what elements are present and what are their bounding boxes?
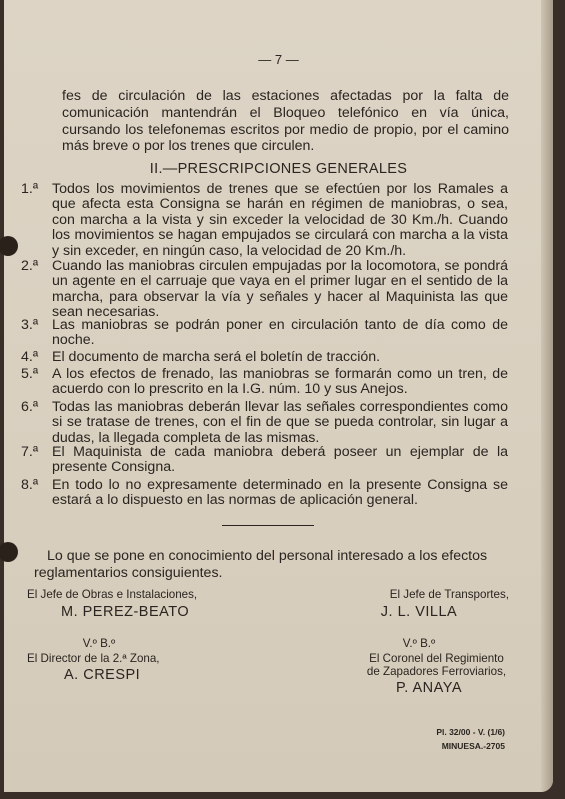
item-text: El Maquinista de cada maniobra deberá poseer un ejemplar de la presente Consigna. <box>52 444 508 476</box>
document-page <box>4 0 553 792</box>
left-top-role: El Jefe de Obras e Instalaciones, <box>27 588 198 601</box>
right-bottom-role-line1: El Coronel del Regimiento <box>369 652 504 665</box>
left-bottom-role: El Director de la 2.ª Zona, <box>27 652 160 665</box>
item-text: Las maniobras se podrán poner en circulación tanto de día como de noche. <box>52 317 508 349</box>
item-number: 7.ª <box>21 444 39 460</box>
section-title: II.—PRESCRIPCIONES GENERALES <box>149 161 408 177</box>
item-number: 1.ª <box>21 181 39 197</box>
item-text: En todo lo no expresamente determinado en la presente Consigna se estará a lo dispuesto en las normas de aplicación general. <box>52 477 508 509</box>
right-top-role: El Jefe de Transportes, <box>389 588 509 601</box>
item-number: 8.ª <box>21 477 39 493</box>
right-bottom-role-line2: de Zapadores Ferroviarios, <box>366 665 507 678</box>
item-text: El documento de marcha será el boletín de tracción. <box>52 349 381 365</box>
page-edge <box>541 0 553 792</box>
item-text: A los efectos de frenado, las maniobras se formarán como un tren, de acuerdo con lo prescrito en la I.G. núm. 10 y sus Anejos. <box>52 366 508 398</box>
punch-hole-top <box>0 236 18 256</box>
item-number: 6.ª <box>21 399 39 415</box>
intro-paragraph: fes de circulación de las estaciones afectadas por la falta de comunicación mantendrán el Bloqueo telefónico en vía única, cursando los telefonemas escritos por medio de propio, por el camino más breve o por los trenes que circulen. <box>62 88 509 155</box>
page-number: — 7 — <box>258 52 299 67</box>
item-text: Todos los movimientos de trenes que se efectúen por los Ramales a que afecta esta Consigna se harán en régimen de maniobras, o sea, con marcha a la vista y sin exceder la velocidad de 30 Km./h. Cuando los movimientos se hagan empujados se circulará con marcha a la vista y sin exceder, en ningún caso, la velocidad de 20 Km./h. <box>52 181 508 259</box>
separator-line <box>222 525 314 526</box>
closing-paragraph: Lo que se pone en conocimiento del personal interesado a los efectos reglamentarios consiguientes. <box>34 548 488 581</box>
item-number: 4.ª <box>21 349 39 365</box>
item-number: 5.ª <box>21 366 39 382</box>
item-number: 3.ª <box>21 317 39 333</box>
printer-mark: MINUESA.-2705 <box>441 741 505 751</box>
right-top-name: J. L. VILLA <box>380 604 458 620</box>
left-bottom-name: A. CRESPI <box>64 667 141 683</box>
right-visto-bueno: V.º B.º <box>402 637 436 650</box>
list-item <box>21 182 511 260</box>
right-bottom-name: P. ANAYA <box>395 680 463 696</box>
item-text: Todas las maniobras deberán llevar las señales correspondientes como si se tratase de trenes, con el fin de que se pueda controlar, sin lugar a dudas, la llegada completa de las mismas. <box>52 399 508 446</box>
item-number: 2.ª <box>21 258 39 274</box>
reference-code: Pl. 32/00 - V. (1/6) <box>436 727 505 737</box>
punch-hole-bottom <box>0 542 18 562</box>
left-top-name: M. PEREZ-BEATO <box>61 604 190 620</box>
item-text: Cuando las maniobras circulen empujadas por la locomotora, se pondrá un agente en el carruaje que vaya en el primer lugar en el sentido de la marcha, para observar la vía y señales y hacer al Maquinista las que sean necesarias. <box>52 258 508 321</box>
left-visto-bueno: V.º B.º <box>82 637 116 650</box>
